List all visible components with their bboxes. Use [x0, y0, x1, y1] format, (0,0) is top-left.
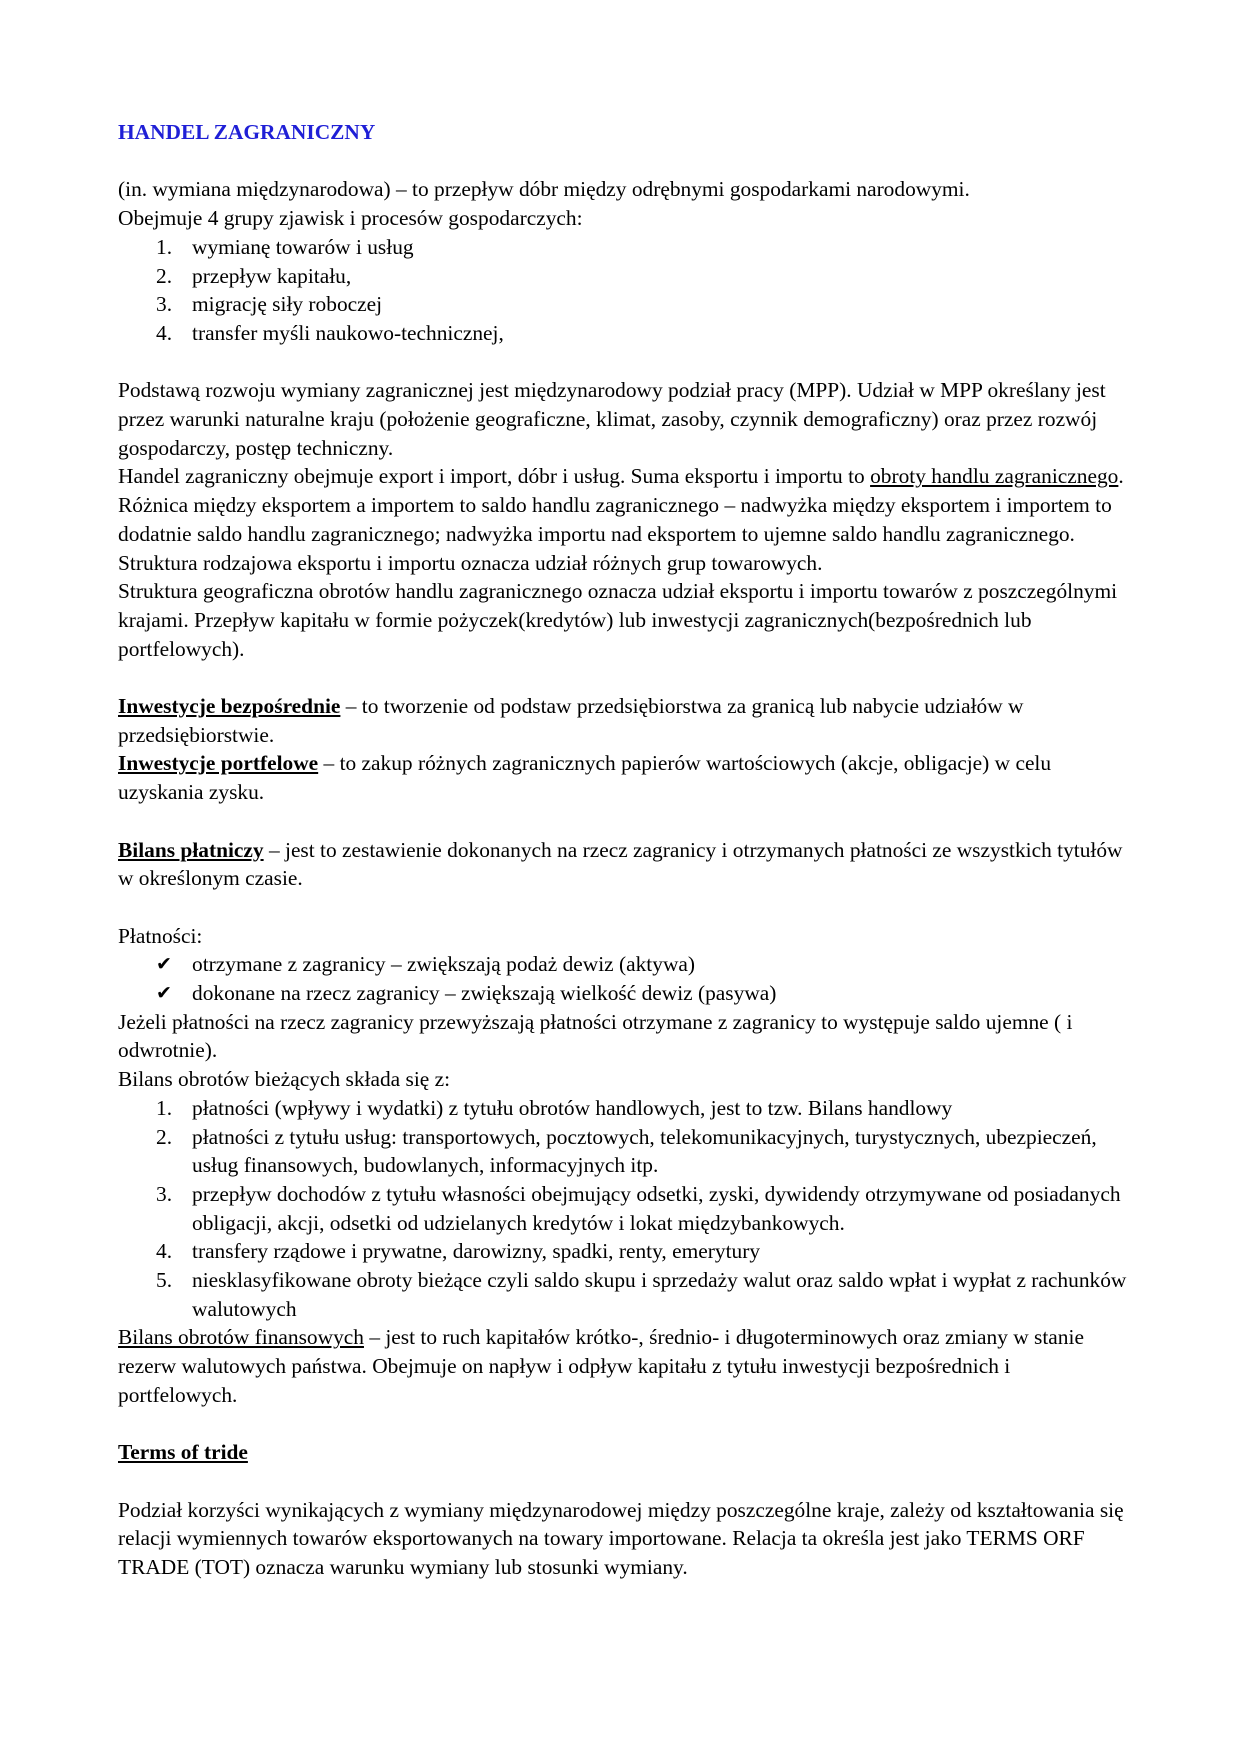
list-item-text: płatności z tytułu usług: transportowych, pocztowych, telekomunikacyjnych, turystycznych, ubezpieczeń, usług finansowych, budowlanych, informacyjnych itp.	[192, 1124, 1097, 1178]
definition-text: – to zakup różnych zagranicznych papierów wartościowych (akcje, obligacje) w celu uzyskania zysku.	[118, 751, 1052, 805]
bilans-biezacy-heading: Bilans obrotów bieżących składa się z:	[118, 1067, 451, 1092]
definition-term: Inwestycje bezpośrednie	[118, 694, 341, 719]
list-item-text: otrzymane z zagranicy – zwiększają podaż dewiz (aktywa)	[192, 952, 696, 977]
paragraph-mpp: Podstawą rozwoju wymiany zagranicznej jest międzynarodowy podział pracy (MPP). Udział w MPP określany jest przez warunki naturalne kraju (położenie geograficzne, klimat, zasoby, czynnik demograficzny) oraz przez rozwój gospodarczy, postęp techniczny.	[118, 378, 1106, 460]
list-item	[118, 950, 1128, 979]
definition-bilans-finansowy	[118, 1323, 1128, 1409]
spacer	[118, 663, 1128, 692]
list-item	[118, 1266, 1128, 1323]
list-item	[118, 1237, 1128, 1266]
spacer	[118, 893, 1128, 922]
bilans-biezacy-list	[118, 1094, 1128, 1324]
paragraph-text: Handel zagraniczny obejmuje export i import, dóbr i usług. Suma eksportu i importu to	[118, 464, 871, 489]
terms-heading: Terms of tride	[118, 1440, 248, 1465]
definition-text: – jest to zestawienie dokonanych na rzecz zagranicy i otrzymanych płatności ze wszystkich tytułów w określonym czasie.	[118, 837, 1123, 891]
definition-bilans-platniczy	[118, 836, 1128, 893]
intro-line-2: Obejmuje 4 grupy zjawisk i procesów gospodarczych:	[118, 206, 583, 231]
spacer	[118, 1410, 1128, 1439]
page-title: HANDEL ZAGRANICZNY	[118, 120, 376, 144]
paragraph-handel	[118, 462, 1128, 577]
list-item-text: transfer myśli naukowo-technicznej,	[192, 320, 504, 345]
spacer	[118, 1467, 1128, 1496]
list-item	[118, 1094, 1128, 1123]
paragraph-terms: Podział korzyści wynikających z wymiany międzynarodowej między poszczególne kraje, zależy od kształtowania się relacji wymiennych towarów eksportowanych na towary importowane. Relacja ta określa jest jako TERMS ORF TRADE (TOT) oznacza warunku wymiany lub stosunki wymiany.	[118, 1497, 1124, 1580]
list-item-text: przepływ kapitału,	[192, 263, 352, 288]
list-item-text: wymianę towarów i usług	[192, 234, 414, 259]
list-number: 3.	[156, 1181, 173, 1206]
platnosci-list	[118, 950, 1128, 1007]
check-icon: ✔	[156, 982, 172, 1005]
definition-term: Bilans płatniczy	[118, 837, 264, 862]
list-item	[118, 262, 1128, 291]
paragraph-struktura: Struktura geograficzna obrotów handlu zagranicznego oznacza udział eksportu i importu towarów z poszczególnymi krajami. Przepływ kapitału w formie pożyczek(kredytów) lub inwestycji zagranicznych(bezpośrednich lub portfelowych).	[118, 579, 1118, 661]
list-item	[118, 1123, 1128, 1180]
list-item-text: dokonane na rzecz zagranicy – zwiększają wielkość dewiz (pasywa)	[192, 981, 777, 1006]
list-item	[118, 1180, 1128, 1237]
platnosci-heading: Płatności:	[118, 923, 203, 948]
list-item-text: płatności (wpływy i wydatki) z tytułu obrotów handlowych, jest to tzw. Bilans handlowy	[192, 1095, 953, 1120]
definition-term: Inwestycje portfelowe	[118, 751, 319, 776]
check-icon: ✔	[156, 953, 172, 976]
list-item-text: transfery rządowe i prywatne, darowizny, spadki, renty, emerytury	[192, 1239, 761, 1264]
list-item	[118, 290, 1128, 319]
list-item-text: migrację siły roboczej	[192, 292, 383, 317]
list-item	[118, 233, 1128, 262]
term-obroty: obroty handlu zagranicznego	[870, 464, 1119, 489]
definition-text: – jest to ruch kapitałów krótko-, średnio- i długoterminowych oraz zmiany w stanie rezerw walutowych państwa. Obejmuje on napływ i odpływ kapitału z tytułu inwestycji bezpośrednich i portfelowych.	[118, 1325, 1084, 1407]
definition-text: – to tworzenie od podstaw przedsiębiorstwa za granicą lub nabycie udziałów w przedsiębiorstwie.	[118, 694, 1024, 747]
spacer	[118, 807, 1128, 836]
list-number: 2.	[156, 263, 173, 288]
list-number: 4.	[156, 320, 173, 345]
intro-line-1: (in. wymiana międzynarodowa) – to przepływ dóbr między odrębnymi gospodarkami narodowymi.	[118, 177, 970, 202]
list-item-text: niesklasyfikowane obroty bieżące czyli saldo skupu i sprzedaży walut oraz saldo wpłat i wypłat z rachunków walutowych	[192, 1268, 1127, 1321]
list-number: 1.	[156, 1095, 173, 1120]
paragraph-saldo: Jeżeli płatności na rzecz zagranicy przewyższają płatności otrzymane z zagranicy to występuje saldo ujemne ( i odwrotnie).	[118, 1009, 1073, 1063]
definition-portfelowe	[118, 749, 1128, 806]
definition-bezposrednie	[118, 692, 1128, 749]
definition-term: Bilans obrotów finansowych	[118, 1325, 364, 1350]
list-number: 4.	[156, 1239, 173, 1264]
intro-list	[118, 233, 1128, 348]
list-item	[118, 979, 1128, 1008]
document-page	[118, 118, 1128, 1582]
list-number: 1.	[156, 234, 173, 259]
list-number: 2.	[156, 1124, 173, 1149]
list-number: 3.	[156, 292, 173, 317]
list-item-text: przepływ dochodów z tytułu własności obejmujący odsetki, zyski, dywidendy otrzymywane od posiadanych obligacji, akcji, odsetki od udzielanych kredytów i lokat międzybankowych.	[192, 1181, 1121, 1235]
list-number: 5.	[156, 1268, 173, 1293]
paragraph-text: . Różnica między eksportem a importem to saldo handlu zagranicznego – nadwyżka między eksportem i importem to dodatnie saldo handlu zagranicznego; nadwyżka importu nad eksportem to ujemne saldo handlu zagranicznego. Struktura rodzajowa eksportu i importu oznacza udział różnych grup towarowych.	[118, 464, 1124, 575]
spacer	[118, 348, 1128, 377]
list-item	[118, 319, 1128, 348]
